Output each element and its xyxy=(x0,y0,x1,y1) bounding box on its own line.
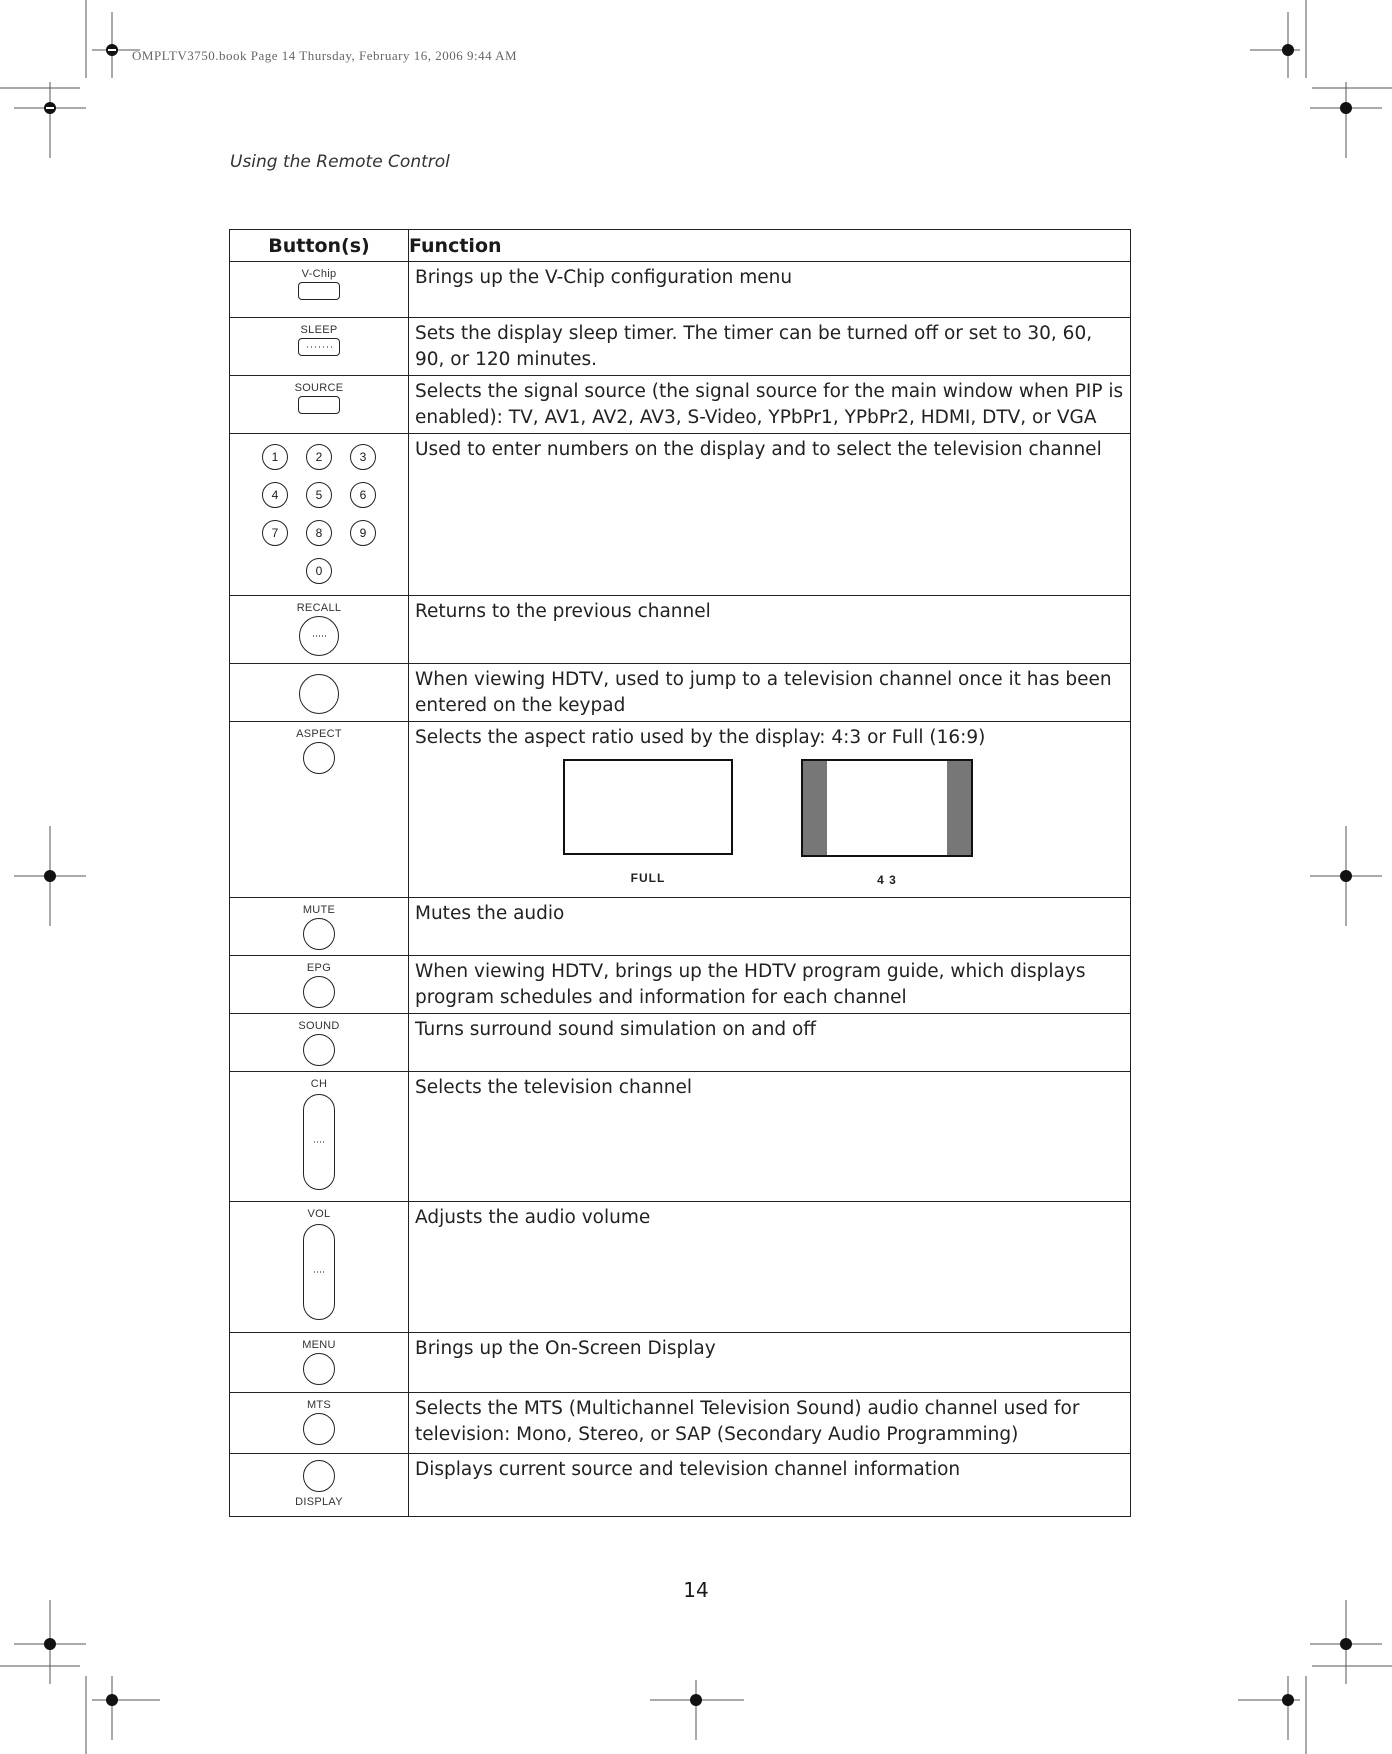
digit-4-icon: 4 xyxy=(262,482,288,508)
recall-button-label: RECALL xyxy=(296,602,342,614)
column-header-buttons: Button(s) xyxy=(230,230,409,262)
volume-rocker-icon xyxy=(303,1224,335,1320)
table-row xyxy=(230,956,1131,1014)
menu-button-icon xyxy=(303,1353,335,1385)
table-header-row xyxy=(230,230,1131,262)
table-row xyxy=(230,1454,1131,1517)
function-text: Selects the television channel xyxy=(409,1072,1131,1202)
button-function-table xyxy=(229,229,1131,1517)
function-text: Selects the aspect ratio used by the display: 4:3 or Full (16:9) xyxy=(415,727,986,748)
aspect-full-illustration xyxy=(563,759,733,893)
sleep-button-label: SLEEP xyxy=(300,324,338,336)
table-row xyxy=(230,722,1131,898)
aspect-43-illustration xyxy=(801,759,973,893)
table-row xyxy=(230,1333,1131,1393)
mts-button-label: MTS xyxy=(306,1399,332,1411)
digit-8-icon: 8 xyxy=(306,520,332,546)
display-button-label: DISPLAY xyxy=(295,1496,343,1508)
function-text: Brings up the On-Screen Display xyxy=(409,1333,1131,1393)
mute-button-icon xyxy=(303,918,335,950)
function-text: Selects the signal source (the signal source for the main window when PIP is enabled): TV, AV1, AV2, AV3, S-Video, YPbPr1, YPbPr2, HDMI, DTV, or VGA xyxy=(409,376,1131,434)
function-text: Returns to the previous channel xyxy=(409,596,1131,664)
sound-button-label: SOUND xyxy=(298,1020,340,1032)
four-three-screen-image xyxy=(801,759,973,857)
function-text: When viewing HDTV, brings up the HDTV program guide, which displays program schedules and information for each channel xyxy=(409,956,1131,1014)
function-text: Brings up the V-Chip configuration menu xyxy=(409,262,1131,318)
source-button-label: SOURCE xyxy=(294,382,344,394)
function-text: Selects the MTS (Multichannel Television Sound) audio channel used for television: Mono, Stereo, or SAP (Secondary Audio Programming) xyxy=(409,1393,1131,1454)
channel-rocker-icon xyxy=(303,1094,335,1190)
function-text: Sets the display sleep timer. The timer can be turned off or set to 30, 60, 90, or 120 minutes. xyxy=(409,318,1131,376)
table-row xyxy=(230,1393,1131,1454)
full-caption: FULL xyxy=(630,871,666,885)
digit-1-icon: 1 xyxy=(262,444,288,470)
table-row xyxy=(230,1072,1131,1202)
digit-7-icon: 7 xyxy=(262,520,288,546)
aspect-button-label: ASPECT xyxy=(296,728,342,740)
function-text: Turns surround sound simulation on and off xyxy=(409,1014,1131,1072)
table-row xyxy=(230,434,1131,596)
table-row xyxy=(230,1202,1131,1333)
digit-6-icon: 6 xyxy=(350,482,376,508)
channel-button-label: CH xyxy=(310,1078,328,1090)
mute-button-label: MUTE xyxy=(302,904,336,916)
section-title: Using the Remote Control xyxy=(230,152,450,172)
table-row xyxy=(230,262,1131,318)
digit-2-icon: 2 xyxy=(306,444,332,470)
digit-9-icon: 9 xyxy=(350,520,376,546)
table-row xyxy=(230,664,1131,722)
four-three-caption: 4 3 xyxy=(877,873,897,887)
display-button-icon xyxy=(303,1460,335,1492)
epg-button-icon xyxy=(303,976,335,1008)
enter-button-icon xyxy=(299,674,339,714)
page-number: 14 xyxy=(683,1578,709,1602)
digit-3-icon: 3 xyxy=(350,444,376,470)
aspect-ratio-illustrations xyxy=(563,759,1124,893)
table-row xyxy=(230,376,1131,434)
table-row xyxy=(230,898,1131,956)
number-keypad-icon xyxy=(230,434,408,584)
vchip-button-icon xyxy=(298,282,340,300)
menu-button-label: MENU xyxy=(302,1339,336,1351)
aspect-button-icon xyxy=(303,742,335,774)
table-row xyxy=(230,318,1131,376)
function-text: Adjusts the audio volume xyxy=(409,1202,1131,1333)
full-screen-image xyxy=(563,759,733,855)
recall-button-icon xyxy=(299,616,339,656)
function-text: Used to enter numbers on the display and to select the television channel xyxy=(409,434,1131,596)
function-text: Displays current source and television channel information xyxy=(409,1454,1131,1517)
source-button-icon xyxy=(298,396,340,414)
table-row xyxy=(230,596,1131,664)
volume-button-label: VOL xyxy=(307,1208,331,1220)
function-text: When viewing HDTV, used to jump to a television channel once it has been entered on the keypad xyxy=(409,664,1131,722)
sound-button-icon xyxy=(303,1034,335,1066)
column-header-function: Function xyxy=(409,230,1131,262)
sleep-button-icon xyxy=(298,338,340,356)
digit-0-icon: 0 xyxy=(306,558,332,584)
table-row xyxy=(230,1014,1131,1072)
print-header-line: OMPLTV3750.book Page 14 Thursday, February 16, 2006 9:44 AM xyxy=(132,48,518,63)
mts-button-icon xyxy=(303,1413,335,1445)
digit-5-icon: 5 xyxy=(306,482,332,508)
function-text: Mutes the audio xyxy=(409,898,1131,956)
epg-button-label: EPG xyxy=(306,962,332,974)
vchip-button-label: V-Chip xyxy=(301,268,337,280)
